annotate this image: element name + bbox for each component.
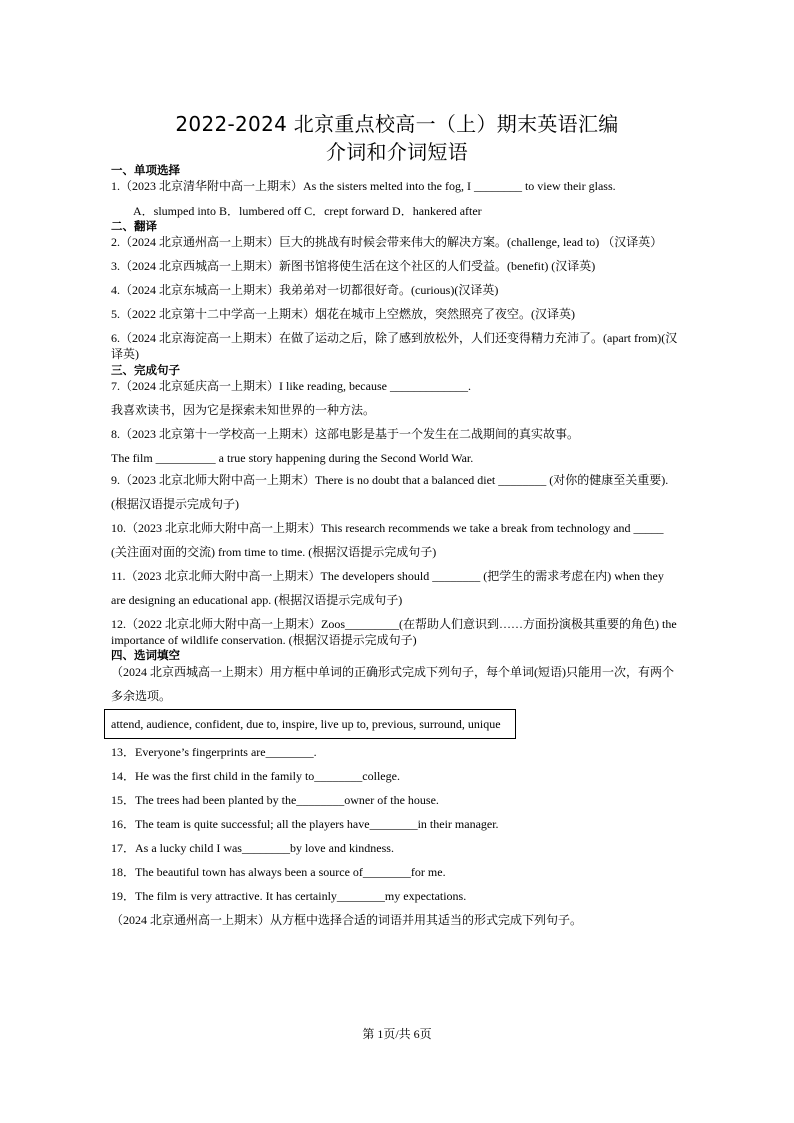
question-4: 4.（2024 北京东城高一上期末）我弟弟对一切都很好奇。(curious)(汉译英): [111, 283, 499, 297]
question-8-sentence: The film __________ a true story happening during the Second World War.: [111, 451, 474, 465]
question-9: 9.（2023 北京北师大附中高一上期末）There is no doubt that a balanced diet ________ (对你的健康至关重要).: [111, 473, 669, 487]
question-3: 3.（2024 北京西城高一上期末）新图书馆将使生活在这个社区的人们受益。(benefit) (汉译英): [111, 259, 596, 273]
question-14: 14．He was the first child in the family to________college.: [111, 769, 400, 783]
question-1: 1.（2023 北京清华附中高一上期末）As the sisters melted into the fog, I ________ to view their glass.: [111, 179, 616, 193]
document-subtitle: 介词和介词短语: [325, 140, 469, 164]
question-19: 19．The film is very attractive. It has certainly________my expectations.: [111, 889, 467, 903]
question-11: 11.（2023 北京北师大附中高一上期末）The developers should ________ (把学生的需求考虑在内) when they: [111, 569, 664, 583]
document-title: 2022-2024 北京重点校高一（上）期末英语汇编: [175, 112, 619, 136]
question-12-cont: importance of wildlife conservation. (根据汉语提示完成句子): [111, 633, 417, 647]
question-5: 5.（2022 北京第十二中学高一上期末）烟花在城市上空燃放，突然照亮了夜空。(汉译英): [111, 307, 575, 321]
question-17: 17．As a lucky child I was________by love and kindness.: [111, 841, 394, 855]
question-2: 2.（2024 北京通州高一上期末）巨大的挑战有时候会带来伟大的解决方案。(challenge, lead to) （汉译英）: [111, 235, 663, 249]
question-8: 8.（2023 北京第十一学校高一上期末）这部电影是基于一个发生在二战期间的真实故事。: [111, 427, 580, 441]
question-16: 16．The team is quite successful; all the players have________in their manager.: [111, 817, 499, 831]
section-heading-single-choice: 一、单项选择: [111, 163, 180, 177]
question-10-cont: (关注面对面的交流) from time to time. (根据汉语提示完成句子): [111, 545, 437, 559]
section-heading-fill-in: 四、选词填空: [111, 648, 180, 662]
question-7: 7.（2024 北京延庆高一上期末）I like reading, because _____________.: [111, 379, 471, 393]
question-7-hint: 我喜欢读书，因为它是探索未知世界的一种方法。: [111, 403, 376, 417]
word-box: attend, audience, confident, due to, inspire, live up to, previous, surround, unique: [104, 709, 516, 739]
question-10: 10.（2023 北京北师大附中高一上期末）This research recommends we take a break from technology and _____: [111, 521, 664, 535]
page-number: 第 1页/共 6页: [362, 1027, 432, 1041]
question-12: 12.（2022 北京北师大附中高一上期末）Zoos_________(在帮助人们意识到……方面扮演极其重要的角色) the: [111, 617, 677, 631]
section-heading-translation: 二、翻译: [111, 219, 157, 233]
fill-intro-cont: 多余选项。: [111, 689, 172, 703]
question-11-cont: are designing an educational app. (根据汉语提示完成句子): [111, 593, 403, 607]
question-6: 6.（2024 北京海淀高一上期末）在做了运动之后，除了感到放松外，人们还变得精力充沛了。(apart from)(汉译英): [111, 331, 678, 361]
section-heading-complete-sentences: 三、完成句子: [111, 363, 180, 377]
fill-intro-2: （2024 北京通州高一上期末）从方框中选择合适的词语并用其适当的形式完成下列句子。: [111, 913, 583, 927]
question-1-options: A．slumped into B．lumbered off C．crept forward D．hankered after: [133, 204, 482, 218]
question-18: 18．The beautiful town has always been a source of________for me.: [111, 865, 446, 879]
question-13: 13．Everyone’s fingerprints are________.: [111, 745, 317, 759]
fill-intro: （2024 北京西城高一上期末）用方框中单词的正确形式完成下列句子，每个单词(短语)只能用一次，有两个: [111, 665, 674, 679]
question-9-note: (根据汉语提示完成句子): [111, 497, 239, 511]
question-15: 15．The trees had been planted by the________owner of the house.: [111, 793, 439, 807]
